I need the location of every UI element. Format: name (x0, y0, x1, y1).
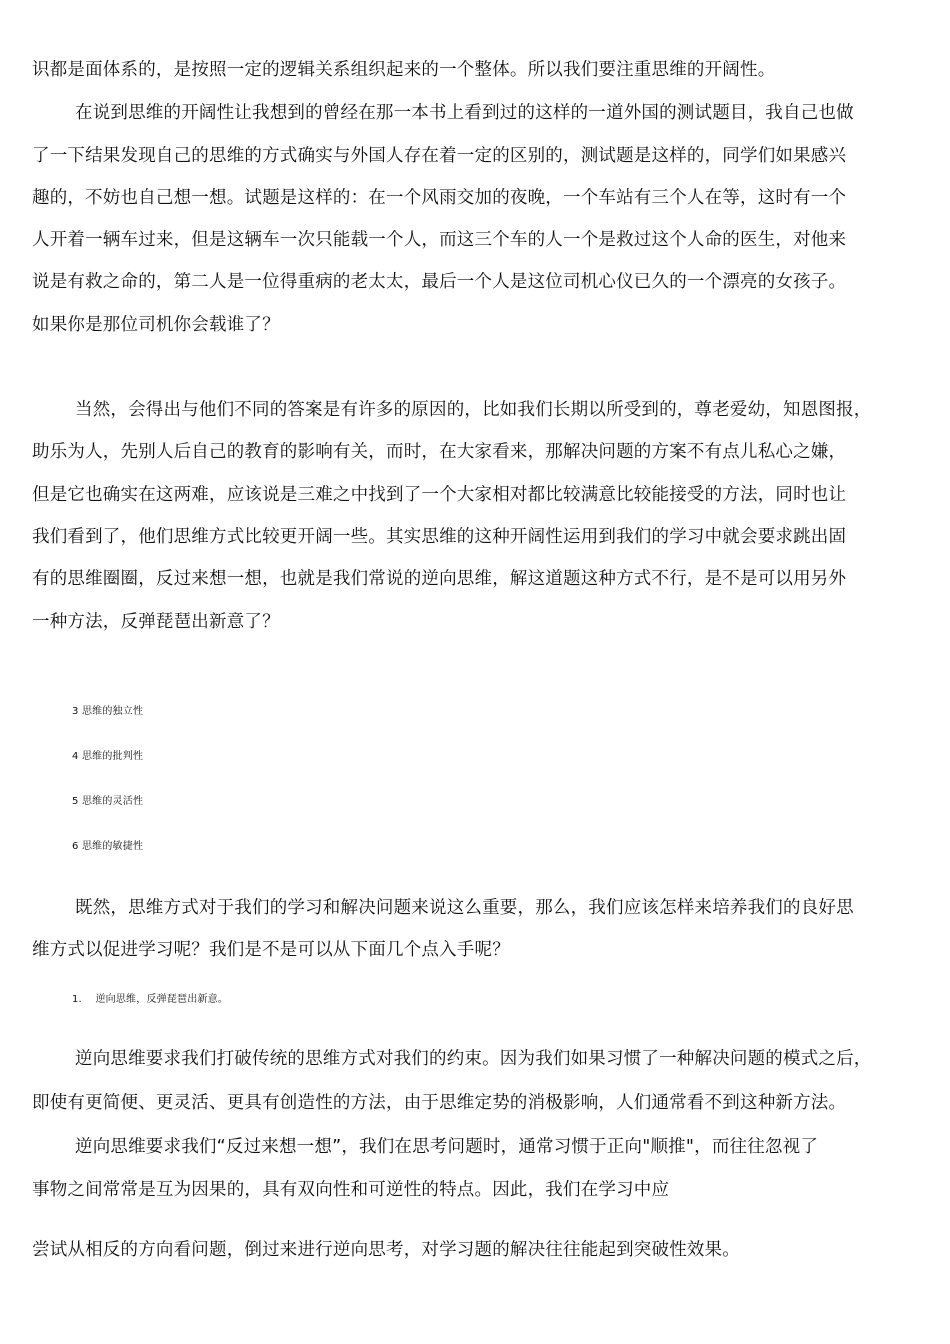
paragraph-line: 了一下结果发现自己的思维的方式确实与外国人存在着一定的区别的，测试题是这样的，同学们如果感兴 (32, 146, 847, 166)
list-item: 3 思维的独立性 (72, 706, 144, 717)
paragraph-line: 人开着一辆车过来，但是这辆车一次只能载一个人，而这三个车的人一个是救过这个人命的医生，对他来 (32, 230, 847, 250)
paragraph-line: 维方式以促进学习呢？我们是不是可以从下面几个点入手呢？ (32, 940, 510, 960)
paragraph-line: 识都是面体系的，是按照一定的逻辑关系组织起来的一个整体。所以我们要注重思维的开阔性。 (32, 60, 776, 80)
paragraph-line: 逆向思维要求我们打破传统的思维方式对我们的约束。因为我们如果习惯了一种解决问题的模式之后， (75, 1049, 872, 1069)
paragraph-line: 我们看到了，他们思维方式比较更开阔一些。其实思维的这种开阔性运用到我们的学习中就会要求跳出固 (32, 527, 847, 547)
paragraph-line: 即使有更简便、更灵活、更具有创造性的方法，由于思维定势的消极影响，人们通常看不到这种新方法。 (32, 1093, 847, 1113)
list-item: 4 思维的批判性 (72, 751, 144, 762)
paragraph-line: 助乐为人，先别人后自己的教育的影响有关，而时，在大家看来，那解决问题的方案不有点儿私心之嫌， (32, 442, 847, 462)
paragraph-line: 趣的，不妨也自己想一想。试题是这样的：在一个风雨交加的夜晚，一个车站有三个人在等，这时有一个 (32, 188, 847, 208)
paragraph-line: 有的思维圈圈，反过来想一想，也就是我们常说的逆向思维，解这道题这种方式不行，是不是可以用另外 (32, 569, 847, 589)
paragraph-line: 当然，会得出与他们不同的答案是有许多的原因的，比如我们长期以所受到的，尊老爱幼，知恩图报， (75, 400, 872, 420)
paragraph-line: 在说到思维的开阔性让我想到的曾经在那一本书上看到过的这样的一道外国的测试题目，我自己也做 (75, 103, 854, 123)
paragraph-line: 事物之间常常是互为因果的，具有双向性和可逆性的特点。因此，我们在学习中应 (32, 1180, 670, 1200)
section-heading: 1. 逆向思维，反弹琵琶出新意。 (72, 994, 229, 1005)
list-item: 6 思维的敏捷性 (72, 841, 144, 852)
paragraph-line: 但是它也确实在这两难，应该说是三难之中找到了一个大家相对都比较满意比较能接受的方法，同时也让 (32, 485, 847, 505)
paragraph-line: 说是有救之命的，第二人是一位得重病的老太太，最后一个人是这位司机心仪已久的一个漂亮的女孩子。 (32, 272, 847, 292)
paragraph-line: 如果你是那位司机你会载谁了？ (32, 315, 280, 335)
paragraph-line: 尝试从相反的方向看问题，倒过来进行逆向思考，对学习题的解决往往能起到突破性效果。 (32, 1240, 740, 1260)
paragraph-line: 一种方法，反弹琵琶出新意了？ (32, 612, 280, 632)
list-item: 5 思维的灵活性 (72, 796, 144, 807)
paragraph-line: 逆向思维要求我们“反过来想一想”，我们在思考问题时，通常习惯于正向"顺推"，而往往忽视了 (75, 1137, 819, 1157)
paragraph-line: 既然，思维方式对于我们的学习和解决问题来说这么重要，那么，我们应该怎样来培养我们的良好思 (75, 898, 854, 918)
